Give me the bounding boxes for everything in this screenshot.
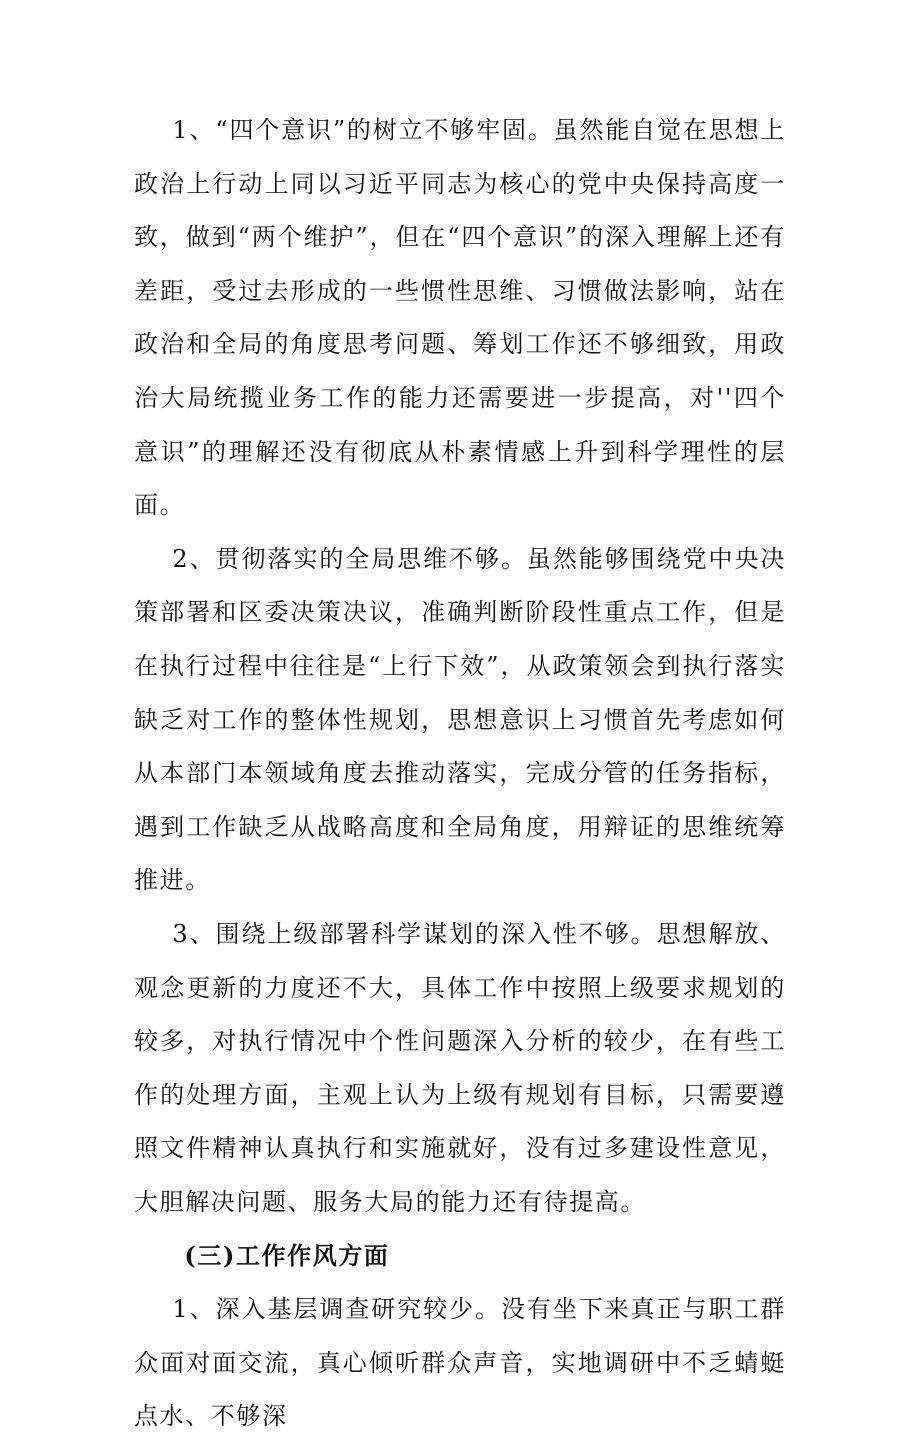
document-body [134, 104, 786, 1444]
paragraph-grassroots-research: 1、深入基层调查研究较少。没有坐下来真正与职工群众面对面交流，真心倾听群众声音，实地调研中不乏蜻蜓点水、不够深 [134, 1295, 786, 1431]
paragraph-four-consciousness: 1、“四个意识”的树立不够牢固。虽然能自觉在思想上政治上行动上同以习近平同志为核心的党中央保持高度一致，做到“两个维护”，但在“四个意识”的深入理解上还有差距，受过去形成的一些惯性思维、习惯做法影响，站在政治和全局的角度思考问题、筹划工作还不够细致，用政治大局统揽业务工作的能力还需要进一步提高，对''四个意识”的理解还没有彻底从朴素情感上升到科学理性的层面。 [134, 116, 786, 520]
paragraph-scientific-planning: 3、围绕上级部署科学谋划的深入性不够。思想解放、观念更新的力度还不大，具体工作中按照上级要求规划的较多，对执行情况中个性问题深入分析的较少，在有些工作的处理方面，主观上认为上级有规划有目标，只需要遵照文件精神认真执行和实施就好，没有过多建设性意见，大胆解决问题、服务大局的能力还有待提高。 [134, 919, 786, 1216]
section-heading-work-style: (三)工作作风方面 [184, 1241, 390, 1271]
paragraph-overall-thinking: 2、贯彻落实的全局思维不够。虽然能够围绕党中央决策部署和区委决策决议，准确判断阶段性重点工作，但是在执行过程中往往是“上行下效”，从政策领会到执行落实缺乏对工作的整体性规划，思想意识上习惯首先考虑如何从本部门本领域角度去推动落实，完成分管的任务指标，遇到工作缺乏从战略高度和全局角度，用辩证的思维统筹推进。 [134, 544, 786, 895]
